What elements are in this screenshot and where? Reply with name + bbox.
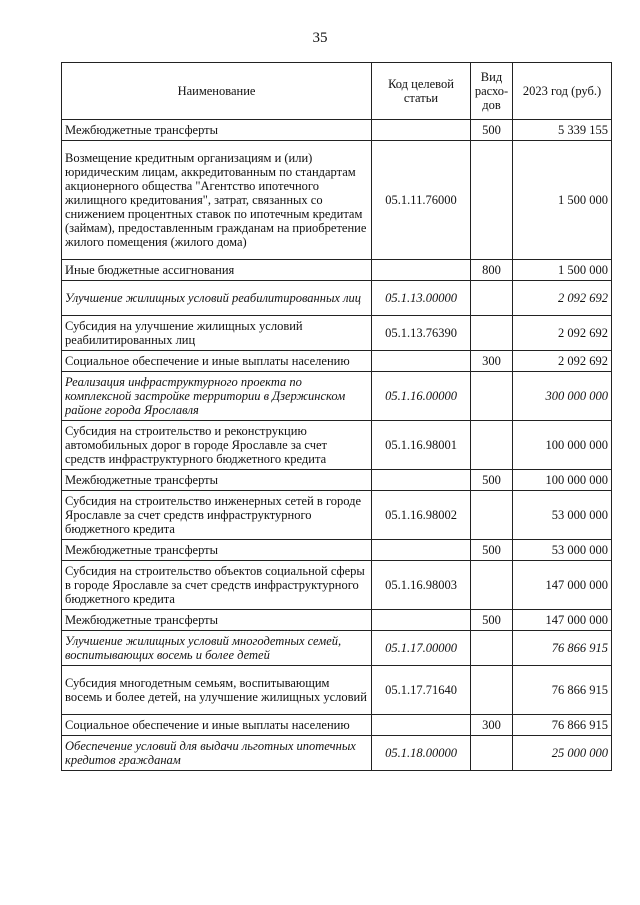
row-amount-cell: 25 000 000: [513, 736, 612, 771]
table-row: [62, 736, 612, 771]
budget-table: [61, 62, 612, 771]
row-code-cell: 05.1.11.76000: [372, 141, 471, 260]
row-name-cell: Иные бюджетные ассигнования: [62, 260, 372, 281]
row-type-cell: 500: [471, 120, 513, 141]
table-row: [62, 372, 612, 421]
row-code-cell: 05.1.16.98003: [372, 561, 471, 610]
row-type-cell: [471, 421, 513, 470]
table-row: [62, 281, 612, 316]
row-type-cell: [471, 316, 513, 351]
row-code-cell: [372, 540, 471, 561]
row-code-cell: 05.1.16.98001: [372, 421, 471, 470]
row-amount-cell: 1 500 000: [513, 260, 612, 281]
row-amount-cell: 53 000 000: [513, 491, 612, 540]
table-row: [62, 351, 612, 372]
table-row: [62, 561, 612, 610]
row-code-cell: 05.1.13.76390: [372, 316, 471, 351]
row-code-cell: 05.1.17.71640: [372, 666, 471, 715]
page-number: 35: [312, 30, 328, 46]
row-code-cell: 05.1.18.00000: [372, 736, 471, 771]
row-type-cell: [471, 561, 513, 610]
row-amount-cell: 53 000 000: [513, 540, 612, 561]
row-amount-cell: 1 500 000: [513, 141, 612, 260]
row-amount-cell: 147 000 000: [513, 561, 612, 610]
row-type-cell: 800: [471, 260, 513, 281]
row-code-cell: [372, 260, 471, 281]
row-amount-cell: 76 866 915: [513, 715, 612, 736]
row-code-cell: 05.1.16.00000: [372, 372, 471, 421]
row-amount-cell: 76 866 915: [513, 631, 612, 666]
row-code-cell: 05.1.17.00000: [372, 631, 471, 666]
row-name-cell: Межбюджетные трансферты: [62, 540, 372, 561]
row-type-cell: [471, 281, 513, 316]
row-name-cell: Социальное обеспечение и иные выплаты населению: [62, 715, 372, 736]
table-row: [62, 120, 612, 141]
table-row: [62, 666, 612, 715]
table-row: [62, 491, 612, 540]
table-row: [62, 316, 612, 351]
table-row: [62, 631, 612, 666]
row-name-cell: Межбюджетные трансферты: [62, 610, 372, 631]
table-header-row: [62, 63, 612, 120]
row-amount-cell: 147 000 000: [513, 610, 612, 631]
row-name-cell: Обеспечение условий для выдачи льготных ипотечных кредитов гражданам: [62, 736, 372, 771]
row-name-cell: Улучшение жилищных условий многодетных семей, воспитывающих восемь и более детей: [62, 631, 372, 666]
row-name-cell: Реализация инфраструктурного проекта по комплексной застройке территории в Дзержинском районе города Ярославля: [62, 372, 372, 421]
row-type-cell: [471, 631, 513, 666]
row-type-cell: 500: [471, 470, 513, 491]
header-type: Вид расхо-дов: [471, 63, 513, 120]
row-type-cell: [471, 666, 513, 715]
table-row: [62, 141, 612, 260]
header-code: Код целевой статьи: [372, 63, 471, 120]
row-name-cell: Субсидия на строительство и реконструкцию автомобильных дорог в городе Ярославле за счет средств инфраструктурного бюджетного кредита: [62, 421, 372, 470]
row-amount-cell: 2 092 692: [513, 316, 612, 351]
table-row: [62, 715, 612, 736]
table-body: [62, 120, 612, 771]
header-name: Наименование: [62, 63, 372, 120]
table-row: [62, 421, 612, 470]
row-name-cell: Возмещение кредитным организациям и (или) юридическим лицам, аккредитованным по стандартам акционерного общества "Агентство ипотечного жилищного кредитования", затрат, связанных со снижением процентных ставок по ипотечным кредитам (займам), предоставленным гражданам на приобретение жилого помещения (жилого дома): [62, 141, 372, 260]
row-name-cell: Межбюджетные трансферты: [62, 470, 372, 491]
row-amount-cell: 2 092 692: [513, 351, 612, 372]
row-amount-cell: 5 339 155: [513, 120, 612, 141]
table-row: [62, 470, 612, 491]
table-row: [62, 540, 612, 561]
row-type-cell: [471, 372, 513, 421]
row-type-cell: [471, 736, 513, 771]
row-amount-cell: 300 000 000: [513, 372, 612, 421]
row-type-cell: [471, 491, 513, 540]
row-amount-cell: 100 000 000: [513, 421, 612, 470]
row-name-cell: Субсидия на строительство инженерных сетей в городе Ярославле за счет средств инфраструктурного бюджетного кредита: [62, 491, 372, 540]
row-name-cell: Субсидия на строительство объектов социальной сферы в городе Ярославле за счет средств инфраструктурного бюджетного кредита: [62, 561, 372, 610]
row-name-cell: Субсидия многодетным семьям, воспитывающим восемь и более детей, на улучшение жилищных условий: [62, 666, 372, 715]
row-type-cell: 300: [471, 351, 513, 372]
row-type-cell: 500: [471, 610, 513, 631]
row-name-cell: Субсидия на улучшение жилищных условий реабилитированных лиц: [62, 316, 372, 351]
row-code-cell: [372, 351, 471, 372]
row-amount-cell: 2 092 692: [513, 281, 612, 316]
row-type-cell: 500: [471, 540, 513, 561]
row-name-cell: Социальное обеспечение и иные выплаты населению: [62, 351, 372, 372]
row-amount-cell: 76 866 915: [513, 666, 612, 715]
row-code-cell: [372, 610, 471, 631]
row-code-cell: [372, 470, 471, 491]
row-code-cell: 05.1.13.00000: [372, 281, 471, 316]
row-amount-cell: 100 000 000: [513, 470, 612, 491]
row-code-cell: [372, 120, 471, 141]
row-type-cell: [471, 141, 513, 260]
row-type-cell: 300: [471, 715, 513, 736]
row-name-cell: Улучшение жилищных условий реабилитированных лиц: [62, 281, 372, 316]
table-row: [62, 260, 612, 281]
header-amount: 2023 год (руб.): [513, 63, 612, 120]
row-code-cell: [372, 715, 471, 736]
row-name-cell: Межбюджетные трансферты: [62, 120, 372, 141]
row-code-cell: 05.1.16.98002: [372, 491, 471, 540]
table-row: [62, 610, 612, 631]
